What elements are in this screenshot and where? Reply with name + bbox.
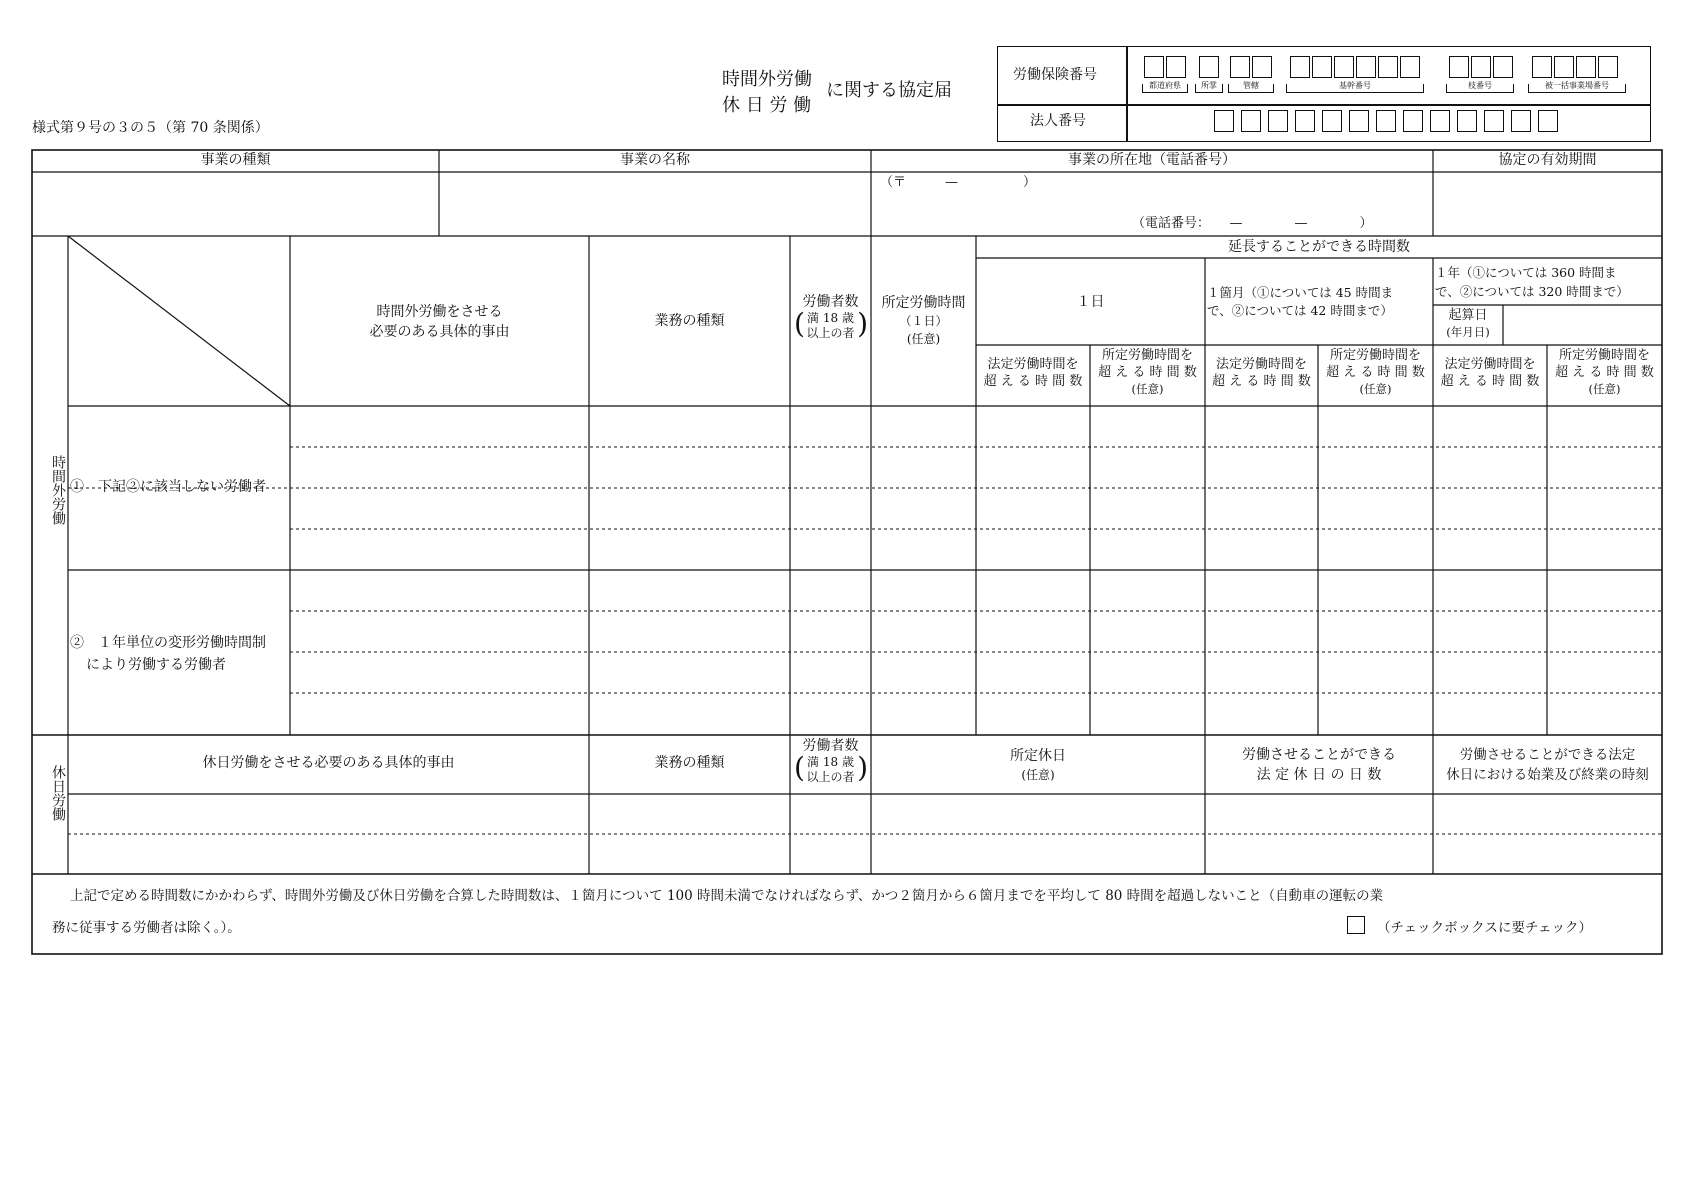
overtime-reason-header [290,302,589,342]
one-day-header: １日 [1076,294,1105,310]
business-location-header: 事業の所在地（電話番号） [1068,152,1236,168]
confirmation-checkbox[interactable] [1347,916,1365,934]
group2-line2: により労働する労働者 [86,657,226,673]
postal-code[interactable]: （〒 — ） [880,175,1037,190]
insurance-group-label: 管轄 [1228,84,1274,93]
validity-field[interactable] [1435,174,1660,234]
title-line2: 休 日 労 働 [722,95,812,116]
one-year-header [1435,263,1629,301]
phone-number[interactable]: （電話番号： — — ） [1132,216,1373,231]
holiday-time-line2: 休日における始業及び終業の時刻 [1446,767,1649,783]
prescribed-hours-line1: 所定労働時間 [881,295,966,311]
one-month-line2: で、②については 42 時間まで） [1207,303,1393,318]
start-date-text: 起算日 [1448,308,1488,323]
prescribed-hours-excess-header: 所定労働時間を 超 え る 時 間 数 (任意) [1326,348,1425,396]
holiday-reason-header: 休日労働をさせる必要のある具体的事由 [202,755,455,771]
title-line1: 時間外労働 [722,69,812,90]
start-date-label [1433,307,1503,341]
start-date-field[interactable] [1505,307,1660,343]
holiday-days-header [1205,745,1433,785]
insurance-group-label: 被一括事業場番号 [1528,84,1626,93]
holiday-workers-age2: 以上の者 [806,770,855,784]
workers-age-label2: 以上の者 [806,326,855,340]
one-month-header [1207,284,1393,320]
legal-hours-excess-header: 法定労働時間を 超 え る 時 間 数 [1212,357,1311,389]
title-suffix: に関する協定届 [826,80,952,101]
one-month-line1: １箇月（①については 45 時間ま [1207,285,1394,300]
holiday-time-header [1433,745,1662,785]
holiday-prescribed-line1: 所定休日 [1010,748,1066,764]
holiday-workers-label: 労働者数 [802,738,859,754]
prescribed-hours-line2: （１日） [899,314,948,328]
business-type-field[interactable] [34,174,437,234]
insurance-label: 労働保険番号 [1013,67,1097,83]
group1-label: ① 下記②に該当しない労働者 [70,479,266,495]
prescribed-hours-excess-header: 所定労働時間を 超 え る 時 間 数 (任意) [1555,348,1654,396]
overtime-reason-line1: 時間外労働をさせる [376,304,503,320]
insurance-group-label: 都道府県 [1142,84,1188,93]
business-name-header: 事業の名称 [620,152,690,168]
work-type-header: 業務の種類 [654,313,725,329]
holiday-workers-age: 満 18 歳 [807,755,854,769]
one-year-line1: １年（①については 360 時間ま [1435,265,1617,280]
start-date-sub: (年月日) [1446,325,1490,339]
workers-count-header: 労働者数 ( 満 18 歳 以上の者 ) [790,293,871,341]
legal-hours-excess-header: 法定労働時間を 超 え る 時 間 数 [983,357,1083,389]
holiday-workers-header: 労働者数 ( 満 18 歳 以上の者 ) [790,737,871,785]
checkbox-note: （チェックボックスに要チェック） [1377,920,1593,936]
insurance-group-label: 基幹番号 [1286,84,1424,93]
group2-line1: ② １年単位の変形労働時間制 [70,635,266,651]
one-year-line2: で、②については 320 時間まで） [1435,284,1629,299]
group2-label [70,632,266,676]
extendable-hours-header: 延長することができる時間数 [1228,239,1410,255]
workers-count-label: 労働者数 [802,294,859,310]
business-name-field[interactable] [441,174,869,234]
holiday-prescribed-line2: (任意) [1021,768,1055,782]
holiday-days-line1: 労働させることができる [1242,747,1396,763]
insurance-group-label: 枝番号 [1446,84,1514,93]
validity-header: 協定の有効期間 [1498,152,1597,168]
workers-age-label: 満 18 歳 [807,311,854,325]
insurance-group-label: 所掌 [1195,84,1223,93]
prescribed-hours-header [871,294,976,348]
holiday-prescribed-header [871,747,1205,785]
legal-hours-excess-header: 法定労働時間を 超 え る 時 間 数 [1440,357,1540,389]
footer-note-line2: 務に従事する労働者は除く。）。 [52,920,241,936]
corporate-number-label: 法人番号 [1030,113,1086,129]
form-id: 様式第９号の３の５（第 70 条関係） [32,120,269,136]
business-type-header: 事業の種類 [200,152,271,168]
holiday-work-type-header: 業務の種類 [654,755,725,771]
holiday-time-line1: 労働させることができる法定 [1459,747,1636,763]
holiday-side-label: 休日労働 [50,765,66,821]
overtime-reason-line2: 必要のある具体的事由 [369,324,510,340]
footer-note-line1: 上記で定める時間数にかかわらず、時間外労働及び休日労働を合算した時間数は、１箇月について 100 時間未満でなければならず、かつ２箇月から６箇月までを平均して 80 時間を超過しないこと（自動車の運転の業 [70,888,1384,904]
holiday-days-line2: 法 定 休 日 の 日 数 [1256,767,1382,783]
overtime-side-label: 時間外労働 [50,455,66,525]
prescribed-hours-excess-header: 所定労働時間を 超 え る 時 間 数 (任意) [1098,348,1197,396]
prescribed-hours-line3: (任意) [906,332,941,346]
